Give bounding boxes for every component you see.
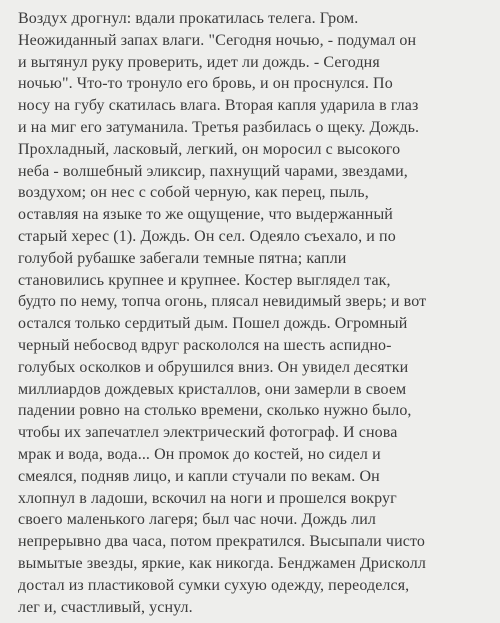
text-line-11: старый херес (1). Дождь. Он сел. Одеяло съехало, и по (18, 227, 396, 245)
text-line-19: падении ровно на столько времени, сколько нужно было, (18, 402, 412, 420)
text-line-17: голубых осколков и обрушился вниз. Он увидел десятки (18, 358, 409, 376)
text-line-12: голубой рубашке забегали темные пятна; капли (18, 249, 347, 267)
text-block (18, 8, 488, 618)
text-line-23: хлопнул в ладоши, вскочил на ноги и прошелся вокруг (18, 489, 397, 507)
text-line-20: чтобы их запечатлел электрический фотограф. И снова (18, 424, 398, 442)
text-line-26: вымытые звезды, яркие, как никогда. Бенджамен Дрисколл (18, 554, 426, 572)
text-line-7: Прохладный, ласковый, легкий, он моросил с высокого (18, 140, 401, 158)
text-line-6: и на миг его затуманила. Третья разбилась о щеку. Дождь. (18, 118, 420, 136)
text-line-4: ночью". Что-то тронуло его бровь, и он проснулся. По (18, 75, 393, 93)
text-line-21: мрак и вода, вода... Он промок до костей, но сидел и (18, 445, 381, 463)
text-line-10: оставляя на языке то же ощущение, что выдержанный (18, 206, 393, 224)
text-line-3: и вытянул руку проверить, идет ли дождь. - Сегодня (18, 53, 380, 71)
text-line-28: лег и, счастливый, уснул. (18, 598, 193, 616)
text-line-13: становились крупнее и крупнее. Костер выглядел так, (18, 271, 391, 289)
text-line-9: воздухом; он нес с собой черную, как перец, пыль, (18, 184, 369, 202)
text-line-27: достал из пластиковой сумки сухую одежду, переоделся, (18, 576, 410, 594)
text-line-8: неба - волшебный эликсир, пахнущий чарами, звездами, (18, 162, 408, 180)
text-line-24: своего маленького лагеря; был час ночи. Дождь лил (18, 511, 377, 529)
text-line-2: Неожиданный запах влаги. "Сегодня ночью, - подумал он (18, 31, 417, 49)
text-line-5: носу на губу скатилась влага. Вторая капля ударила в глаз (18, 97, 419, 115)
text-line-14: будто по нему, топча огонь, плясал невидимый зверь; и вот (18, 293, 427, 311)
text-line-25: непрерывно два часа, потом прекратился. Высыпали чисто (18, 533, 425, 551)
text-line-22: смеялся, подняв лицо, и капли стучали по векам. Он (18, 467, 380, 485)
text-line-1: Воздух дрогнул: вдали прокатилась телега. Гром. (18, 10, 359, 27)
text-line-15: остался только сердитый дым. Пошел дождь. Огромный (18, 315, 408, 333)
text-line-18: миллиардов дождевых кристаллов, они замерли в своем (18, 380, 407, 398)
text-line-16: черный небосвод вдруг раскололся на шесть аспидно- (18, 336, 392, 354)
